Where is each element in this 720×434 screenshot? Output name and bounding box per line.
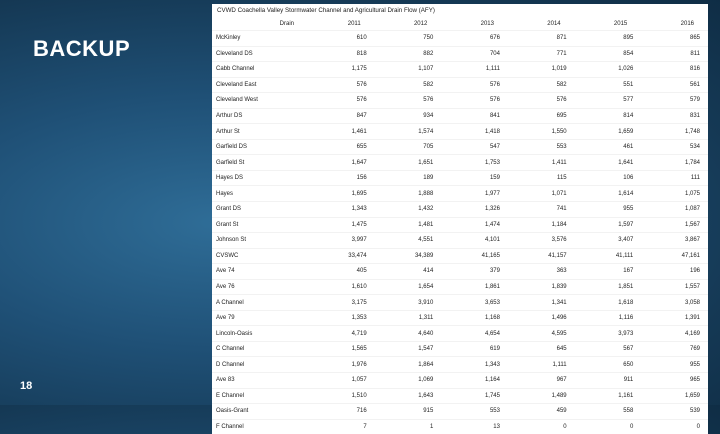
flow-value-cell: 1,888	[375, 186, 442, 202]
flow-value-cell: 4,595	[508, 326, 575, 342]
table-row	[212, 295, 708, 311]
flow-value-cell: 576	[375, 93, 442, 109]
flow-value-cell: 189	[375, 170, 442, 186]
drain-flow-table-panel	[212, 4, 708, 403]
column-header-year: 2016	[641, 17, 708, 31]
flow-value-cell: 1,565	[308, 341, 375, 357]
flow-value-cell: 854	[575, 46, 642, 62]
table-row	[212, 202, 708, 218]
flow-value-cell: 3,973	[575, 326, 642, 342]
flow-value-cell: 3,576	[508, 233, 575, 249]
flow-value-cell: 553	[508, 139, 575, 155]
flow-value-cell: 33,474	[308, 248, 375, 264]
drain-name-cell: Arthur DS	[212, 108, 308, 124]
flow-value-cell: 1,087	[641, 202, 708, 218]
flow-value-cell: 1,326	[441, 202, 508, 218]
flow-value-cell: 1,164	[441, 373, 508, 389]
flow-value-cell: 1,069	[375, 373, 442, 389]
flow-value-cell: 695	[508, 108, 575, 124]
flow-value-cell: 4,654	[441, 326, 508, 342]
table-row	[212, 310, 708, 326]
flow-value-cell: 363	[508, 264, 575, 280]
flow-value-cell: 1,116	[575, 310, 642, 326]
flow-value-cell: 811	[641, 46, 708, 62]
flow-value-cell: 0	[641, 419, 708, 434]
drain-name-cell: Ave 79	[212, 310, 308, 326]
flow-value-cell: 41,157	[508, 248, 575, 264]
flow-value-cell: 771	[508, 46, 575, 62]
table-row	[212, 248, 708, 264]
table-row	[212, 186, 708, 202]
flow-value-cell: 1,547	[375, 341, 442, 357]
flow-value-cell: 4,640	[375, 326, 442, 342]
flow-value-cell: 0	[575, 419, 642, 434]
flow-value-cell: 1,641	[575, 155, 642, 171]
table-caption: CVWD Coachella Valley Stormwater Channel and Agricultural Drain Flow (AFY)	[212, 4, 708, 17]
flow-value-cell: 1,474	[441, 217, 508, 233]
flow-value-cell: 1,851	[575, 279, 642, 295]
drain-name-cell: D Channel	[212, 357, 308, 373]
drain-name-cell: CVSWC	[212, 248, 308, 264]
flow-value-cell: 1,557	[641, 279, 708, 295]
flow-value-cell: 865	[641, 31, 708, 47]
flow-value-cell: 1,071	[508, 186, 575, 202]
flow-value-cell: 915	[375, 404, 442, 420]
table-row	[212, 155, 708, 171]
flow-value-cell: 645	[508, 341, 575, 357]
flow-value-cell: 1,745	[441, 388, 508, 404]
flow-value-cell: 115	[508, 170, 575, 186]
drain-flow-table	[212, 17, 708, 434]
flow-value-cell: 816	[641, 62, 708, 78]
flow-value-cell: 1,976	[308, 357, 375, 373]
flow-value-cell: 1,161	[575, 388, 642, 404]
flow-value-cell: 405	[308, 264, 375, 280]
flow-value-cell: 650	[575, 357, 642, 373]
flow-value-cell: 967	[508, 373, 575, 389]
flow-value-cell: 831	[641, 108, 708, 124]
flow-value-cell: 567	[575, 341, 642, 357]
flow-value-cell: 111	[641, 170, 708, 186]
flow-value-cell: 955	[575, 202, 642, 218]
flow-value-cell: 1,597	[575, 217, 642, 233]
flow-value-cell: 547	[441, 139, 508, 155]
flow-value-cell: 576	[441, 93, 508, 109]
flow-value-cell: 3,867	[641, 233, 708, 249]
flow-value-cell: 818	[308, 46, 375, 62]
flow-value-cell: 1,343	[441, 357, 508, 373]
flow-value-cell: 4,551	[375, 233, 442, 249]
flow-value-cell: 1,618	[575, 295, 642, 311]
table-body	[212, 31, 708, 434]
drain-name-cell: C Channel	[212, 341, 308, 357]
flow-value-cell: 1,343	[308, 202, 375, 218]
flow-value-cell: 196	[641, 264, 708, 280]
flow-value-cell: 379	[441, 264, 508, 280]
flow-value-cell: 156	[308, 170, 375, 186]
table-row	[212, 388, 708, 404]
drain-name-cell: Hayes	[212, 186, 308, 202]
flow-value-cell: 965	[641, 373, 708, 389]
flow-value-cell: 655	[308, 139, 375, 155]
drain-name-cell: Grant St	[212, 217, 308, 233]
flow-value-cell: 576	[308, 93, 375, 109]
flow-value-cell: 704	[441, 46, 508, 62]
drain-name-cell: Garfield DS	[212, 139, 308, 155]
flow-value-cell: 1,168	[441, 310, 508, 326]
flow-value-cell: 1,651	[375, 155, 442, 171]
drain-name-cell: Grant DS	[212, 202, 308, 218]
flow-value-cell: 1,353	[308, 310, 375, 326]
flow-value-cell: 3,653	[441, 295, 508, 311]
flow-value-cell: 3,997	[308, 233, 375, 249]
flow-value-cell: 3,407	[575, 233, 642, 249]
table-row	[212, 357, 708, 373]
flow-value-cell: 619	[441, 341, 508, 357]
flow-value-cell: 1,026	[575, 62, 642, 78]
flow-value-cell: 847	[308, 108, 375, 124]
flow-value-cell: 558	[575, 404, 642, 420]
flow-value-cell: 1,659	[641, 388, 708, 404]
flow-value-cell: 934	[375, 108, 442, 124]
flow-value-cell: 1,567	[641, 217, 708, 233]
flow-value-cell: 1,175	[308, 62, 375, 78]
drain-name-cell: Oasis-Grant	[212, 404, 308, 420]
drain-name-cell: A Channel	[212, 295, 308, 311]
flow-value-cell: 576	[308, 77, 375, 93]
flow-value-cell: 4,719	[308, 326, 375, 342]
flow-value-cell: 882	[375, 46, 442, 62]
flow-value-cell: 1,839	[508, 279, 575, 295]
drain-name-cell: Cabb Channel	[212, 62, 308, 78]
drain-name-cell: Hayes DS	[212, 170, 308, 186]
flow-value-cell: 1,481	[375, 217, 442, 233]
flow-value-cell: 741	[508, 202, 575, 218]
table-row	[212, 139, 708, 155]
column-header-drain: Drain	[212, 17, 308, 31]
drain-name-cell: E Channel	[212, 388, 308, 404]
drain-name-cell: McKinley	[212, 31, 308, 47]
flow-value-cell: 1,864	[375, 357, 442, 373]
flow-value-cell: 1,311	[375, 310, 442, 326]
flow-value-cell: 769	[641, 341, 708, 357]
flow-value-cell: 955	[641, 357, 708, 373]
flow-value-cell: 1,748	[641, 124, 708, 140]
flow-value-cell: 1,475	[308, 217, 375, 233]
flow-value-cell: 3,910	[375, 295, 442, 311]
flow-value-cell: 1,977	[441, 186, 508, 202]
flow-value-cell: 1,610	[308, 279, 375, 295]
flow-value-cell: 1,461	[308, 124, 375, 140]
flow-value-cell: 1,861	[441, 279, 508, 295]
table-row	[212, 124, 708, 140]
flow-value-cell: 41,165	[441, 248, 508, 264]
flow-value-cell: 1,391	[641, 310, 708, 326]
column-header-year: 2011	[308, 17, 375, 31]
drain-name-cell: Cleveland DS	[212, 46, 308, 62]
drain-name-cell: Arthur St	[212, 124, 308, 140]
table-row	[212, 341, 708, 357]
flow-value-cell: 1,643	[375, 388, 442, 404]
flow-value-cell: 0	[508, 419, 575, 434]
table-row	[212, 170, 708, 186]
flow-value-cell: 1,574	[375, 124, 442, 140]
flow-value-cell: 1,418	[441, 124, 508, 140]
flow-value-cell: 553	[441, 404, 508, 420]
flow-value-cell: 1,432	[375, 202, 442, 218]
drain-name-cell: Lincoln-Oasis	[212, 326, 308, 342]
flow-value-cell: 871	[508, 31, 575, 47]
flow-value-cell: 4,169	[641, 326, 708, 342]
table-row	[212, 77, 708, 93]
flow-value-cell: 610	[308, 31, 375, 47]
flow-value-cell: 561	[641, 77, 708, 93]
table-row	[212, 264, 708, 280]
flow-value-cell: 459	[508, 404, 575, 420]
flow-value-cell: 705	[375, 139, 442, 155]
flow-value-cell: 1,496	[508, 310, 575, 326]
flow-value-cell: 716	[308, 404, 375, 420]
page-number: 18	[20, 380, 32, 392]
flow-value-cell: 1,184	[508, 217, 575, 233]
table-row	[212, 217, 708, 233]
flow-value-cell: 1,107	[375, 62, 442, 78]
drain-name-cell: Cleveland East	[212, 77, 308, 93]
drain-name-cell: Johnson St	[212, 233, 308, 249]
flow-value-cell: 1,695	[308, 186, 375, 202]
table-header-row	[212, 17, 708, 31]
drain-name-cell: F Channel	[212, 419, 308, 434]
flow-value-cell: 1,019	[508, 62, 575, 78]
flow-value-cell: 576	[508, 93, 575, 109]
drain-name-cell: Cleveland West	[212, 93, 308, 109]
column-header-year: 2015	[575, 17, 642, 31]
flow-value-cell: 1,647	[308, 155, 375, 171]
flow-value-cell: 461	[575, 139, 642, 155]
slide-title: BACKUP	[33, 36, 130, 62]
flow-value-cell: 676	[441, 31, 508, 47]
table-row	[212, 62, 708, 78]
table-row	[212, 46, 708, 62]
flow-value-cell: 34,389	[375, 248, 442, 264]
flow-value-cell: 1,550	[508, 124, 575, 140]
flow-value-cell: 911	[575, 373, 642, 389]
flow-value-cell: 1,341	[508, 295, 575, 311]
table-row	[212, 326, 708, 342]
flow-value-cell: 551	[575, 77, 642, 93]
flow-value-cell: 1,753	[441, 155, 508, 171]
flow-value-cell: 814	[575, 108, 642, 124]
flow-value-cell: 582	[508, 77, 575, 93]
flow-value-cell: 4,101	[441, 233, 508, 249]
drain-name-cell: Garfield St	[212, 155, 308, 171]
flow-value-cell: 1,654	[375, 279, 442, 295]
flow-value-cell: 1,614	[575, 186, 642, 202]
column-header-year: 2014	[508, 17, 575, 31]
flow-value-cell: 1,057	[308, 373, 375, 389]
flow-value-cell: 47,161	[641, 248, 708, 264]
flow-value-cell: 159	[441, 170, 508, 186]
table-row	[212, 419, 708, 434]
flow-value-cell: 1,489	[508, 388, 575, 404]
table-row	[212, 373, 708, 389]
flow-value-cell: 3,175	[308, 295, 375, 311]
flow-value-cell: 1,111	[508, 357, 575, 373]
flow-value-cell: 7	[308, 419, 375, 434]
drain-name-cell: Ave 74	[212, 264, 308, 280]
flow-value-cell: 579	[641, 93, 708, 109]
flow-value-cell: 13	[441, 419, 508, 434]
flow-value-cell: 3,058	[641, 295, 708, 311]
table-row	[212, 93, 708, 109]
drain-name-cell: Ave 76	[212, 279, 308, 295]
flow-value-cell: 750	[375, 31, 442, 47]
flow-value-cell: 1,075	[641, 186, 708, 202]
column-header-year: 2012	[375, 17, 442, 31]
flow-value-cell: 106	[575, 170, 642, 186]
flow-value-cell: 841	[441, 108, 508, 124]
flow-value-cell: 895	[575, 31, 642, 47]
table-row	[212, 108, 708, 124]
flow-value-cell: 539	[641, 404, 708, 420]
flow-value-cell: 577	[575, 93, 642, 109]
flow-value-cell: 414	[375, 264, 442, 280]
flow-value-cell: 582	[375, 77, 442, 93]
column-header-year: 2013	[441, 17, 508, 31]
flow-value-cell: 167	[575, 264, 642, 280]
flow-value-cell: 534	[641, 139, 708, 155]
flow-value-cell: 1,510	[308, 388, 375, 404]
flow-value-cell: 1,411	[508, 155, 575, 171]
drain-name-cell: Ave 83	[212, 373, 308, 389]
flow-value-cell: 1,111	[441, 62, 508, 78]
flow-value-cell: 1	[375, 419, 442, 434]
flow-value-cell: 1,784	[641, 155, 708, 171]
table-row	[212, 31, 708, 47]
flow-value-cell: 576	[441, 77, 508, 93]
table-row	[212, 233, 708, 249]
flow-value-cell: 41,111	[575, 248, 642, 264]
table-row	[212, 404, 708, 420]
table-row	[212, 279, 708, 295]
flow-value-cell: 1,659	[575, 124, 642, 140]
